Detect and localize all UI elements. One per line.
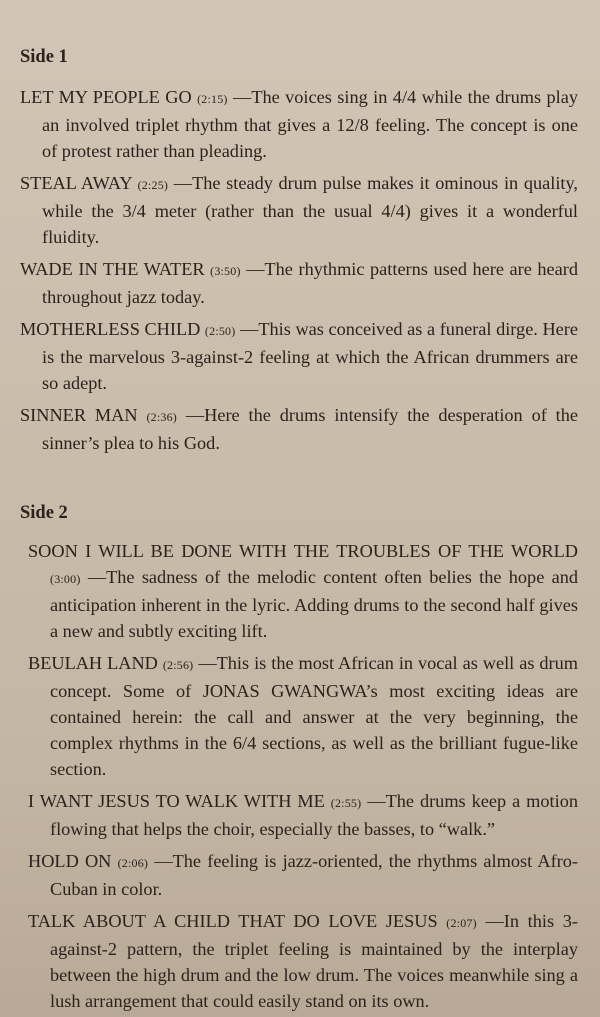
track-description: —In this 3-against-2 pattern, the triplet feeling is maintained by the interplay between the high drum and the low drum. The voices meanwhile sing a lush arrangement that could easily stand on its own. bbox=[50, 911, 578, 1011]
side-2-section bbox=[20, 502, 578, 1014]
track-title: LET MY PEOPLE GO bbox=[20, 87, 192, 107]
track-beulah-land bbox=[28, 650, 578, 782]
track-hold-on bbox=[28, 848, 578, 902]
side-1-section bbox=[20, 46, 578, 456]
track-steal-away bbox=[20, 170, 578, 250]
track-description: —The sadness of the melodic content often belies the hope and anticipation inherent in the lyric. Adding drums to the second half gives a new and subtly exciting lift. bbox=[50, 567, 578, 641]
track-motherless-child bbox=[20, 316, 578, 396]
track-title: I WANT JESUS TO WALK WITH ME bbox=[28, 791, 325, 811]
track-title: SOON I WILL BE DONE WITH THE TROUBLES OF THE WORLD bbox=[28, 541, 578, 561]
track-title: TALK ABOUT A CHILD THAT DO LOVE JESUS bbox=[28, 911, 438, 931]
track-duration: (2:56) bbox=[162, 658, 194, 672]
track-title: STEAL AWAY bbox=[20, 173, 132, 193]
track-description: —This was conceived as a funeral dirge. Here is the marvelous 3-against-2 feeling at which the African drummers are so adept. bbox=[42, 319, 579, 393]
track-description: —The feeling is jazz-oriented, the rhythms almost Afro-Cuban in color. bbox=[50, 851, 578, 899]
track-title: SINNER MAN bbox=[20, 405, 138, 425]
track-title: MOTHERLESS CHILD bbox=[20, 319, 201, 339]
track-sinner-man bbox=[20, 402, 578, 456]
track-duration: (3:50) bbox=[210, 264, 241, 278]
track-duration: (2:50) bbox=[204, 324, 236, 338]
track-description: —The rhythmic patterns used here are heard throughout jazz today. bbox=[42, 259, 578, 307]
track-description: —The voices sing in 4/4 while the drums play an involved triplet rhythm that gives a 12/8 feeling. The concept is one of protest rather than pleading. bbox=[42, 87, 578, 161]
track-description: —The drums keep a motion flowing that helps the choir, especially the basses, to “walk.” bbox=[50, 791, 578, 839]
track-i-want-jesus bbox=[28, 788, 578, 842]
track-description: —The steady drum pulse makes it ominous in quality, while the 3/4 meter (rather than the usual 4/4) gives it a wonderful fluidity. bbox=[42, 173, 579, 247]
track-duration: (2:15) bbox=[197, 92, 228, 106]
track-title: BEULAH LAND bbox=[28, 653, 158, 673]
track-title: HOLD ON bbox=[28, 851, 112, 871]
track-duration: (2:25) bbox=[137, 178, 169, 192]
track-soon-i-will-be-done bbox=[28, 538, 578, 644]
track-duration: (2:06) bbox=[117, 856, 149, 870]
track-talk-about-a-child bbox=[28, 908, 578, 1014]
track-duration: (2:55) bbox=[330, 796, 362, 810]
track-wade-in-the-water bbox=[20, 256, 578, 310]
track-duration: (3:00) bbox=[50, 572, 81, 586]
track-duration: (2:07) bbox=[446, 916, 477, 930]
side-1-heading: Side 1 bbox=[20, 47, 68, 67]
track-description: —Here the drums intensify the desperation of the sinner’s plea to his God. bbox=[42, 405, 579, 453]
track-description: —This is the most African in vocal as well as drum concept. Some of JONAS GWANGWA’s most exciting ideas are contained herein: the call and answer at the very beginning, the complex rhythms in the 6/4 sections, as well as the brilliant fugue-like section. bbox=[50, 653, 578, 779]
track-title: WADE IN THE WATER bbox=[20, 259, 205, 279]
track-let-my-people-go bbox=[20, 84, 578, 164]
side-2-heading: Side 2 bbox=[20, 503, 68, 523]
track-duration: (2:36) bbox=[146, 410, 177, 424]
